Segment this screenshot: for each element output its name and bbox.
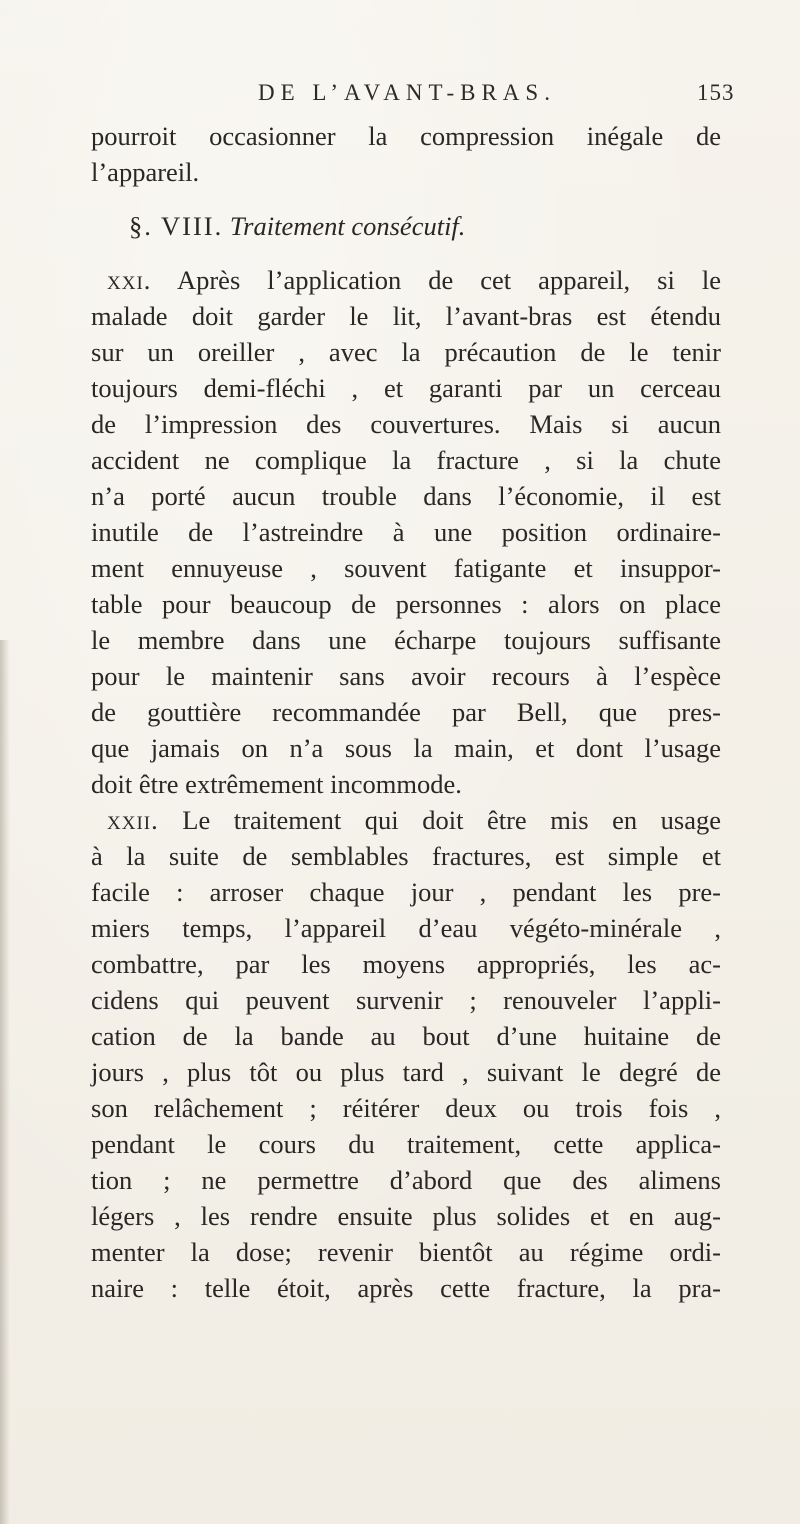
text-line: naire : telle étoit, après cette fracture, la pra- [91,1273,721,1303]
text-line: menter la dose; revenir bientôt au régime ordi- [91,1237,721,1267]
text-line: miers temps, l’appareil d’eau végéto-minérale , [91,913,721,943]
text-line: pourroit occasionner la compression inégale de [91,121,721,151]
text-line: toujours demi-fléchi , et garanti par un cerceau [91,373,721,403]
text-line: l’appareil. [91,157,200,187]
text-line: de l’impression des couvertures. Mais si aucun [91,409,721,439]
text-line: à la suite de semblables fractures, est simple et [91,841,721,871]
section-title: Traitement consécutif. [229,211,466,241]
text-line: ment ennuyeuse , souvent fatigante et insuppor- [91,553,721,583]
text-line: cidens qui peuvent survenir ; renouveler l’appli- [91,985,721,1015]
paragraph-number: xxi. [107,265,152,295]
paragraph-first-line [91,262,721,298]
text-line: tion ; ne permettre d’abord que des alimens [91,1165,721,1195]
text-line: facile : arroser chaque jour , pendant les pre- [91,877,721,907]
text-line: légers , les rendre ensuite plus solides et en aug- [91,1201,721,1231]
text-line: doit être extrêmement incommode. [91,769,462,799]
binding-shadow [0,640,10,1524]
section-heading [91,208,721,244]
running-title: DE L’AVANT-BRAS. [258,80,556,105]
spacer [91,244,721,262]
paragraph-number: xxii. [107,805,159,835]
text-line: de gouttière recommandée par Bell, que pres- [91,697,721,727]
text-line: que jamais on n’a sous la main, et dont l’usage [91,733,721,763]
text-line: malade doit garder le lit, l’avant-bras est étendu [91,301,721,331]
text-line: jours , plus tôt ou plus tard , suivant le degré de [91,1057,721,1087]
text-line: n’a porté aucun trouble dans l’économie, il est [91,481,721,511]
body-text [91,118,721,1306]
running-head [0,80,800,116]
paragraph-opening: Après l’application de cet appareil, si le [176,265,721,295]
spacer [91,190,721,208]
text-line: son relâchement ; réitérer deux ou trois fois , [91,1093,721,1123]
text-line: table pour beaucoup de personnes : alors on place [91,589,721,619]
paragraph-first-line [91,802,721,838]
paragraph-opening: Le traitement qui doit être mis en usage [182,805,722,835]
page-number: 153 [697,80,735,105]
text-line: combattre, par les moyens appropriés, les ac- [91,949,721,979]
text-line: accident ne complique la fracture , si la chute [91,445,721,475]
text-line: le membre dans une écharpe toujours suffisante [91,625,721,655]
text-line: pendant le cours du traitement, cette applica- [91,1129,721,1159]
text-line: cation de la bande au bout d’une huitaine de [91,1021,721,1051]
text-line: inutile de l’astreindre à une position ordinaire- [91,517,721,547]
text-line: sur un oreiller , avec la précaution de le tenir [91,337,721,367]
section-number: §. VIII. [129,211,224,241]
text-line: pour le maintenir sans avoir recours à l’espèce [91,661,721,691]
